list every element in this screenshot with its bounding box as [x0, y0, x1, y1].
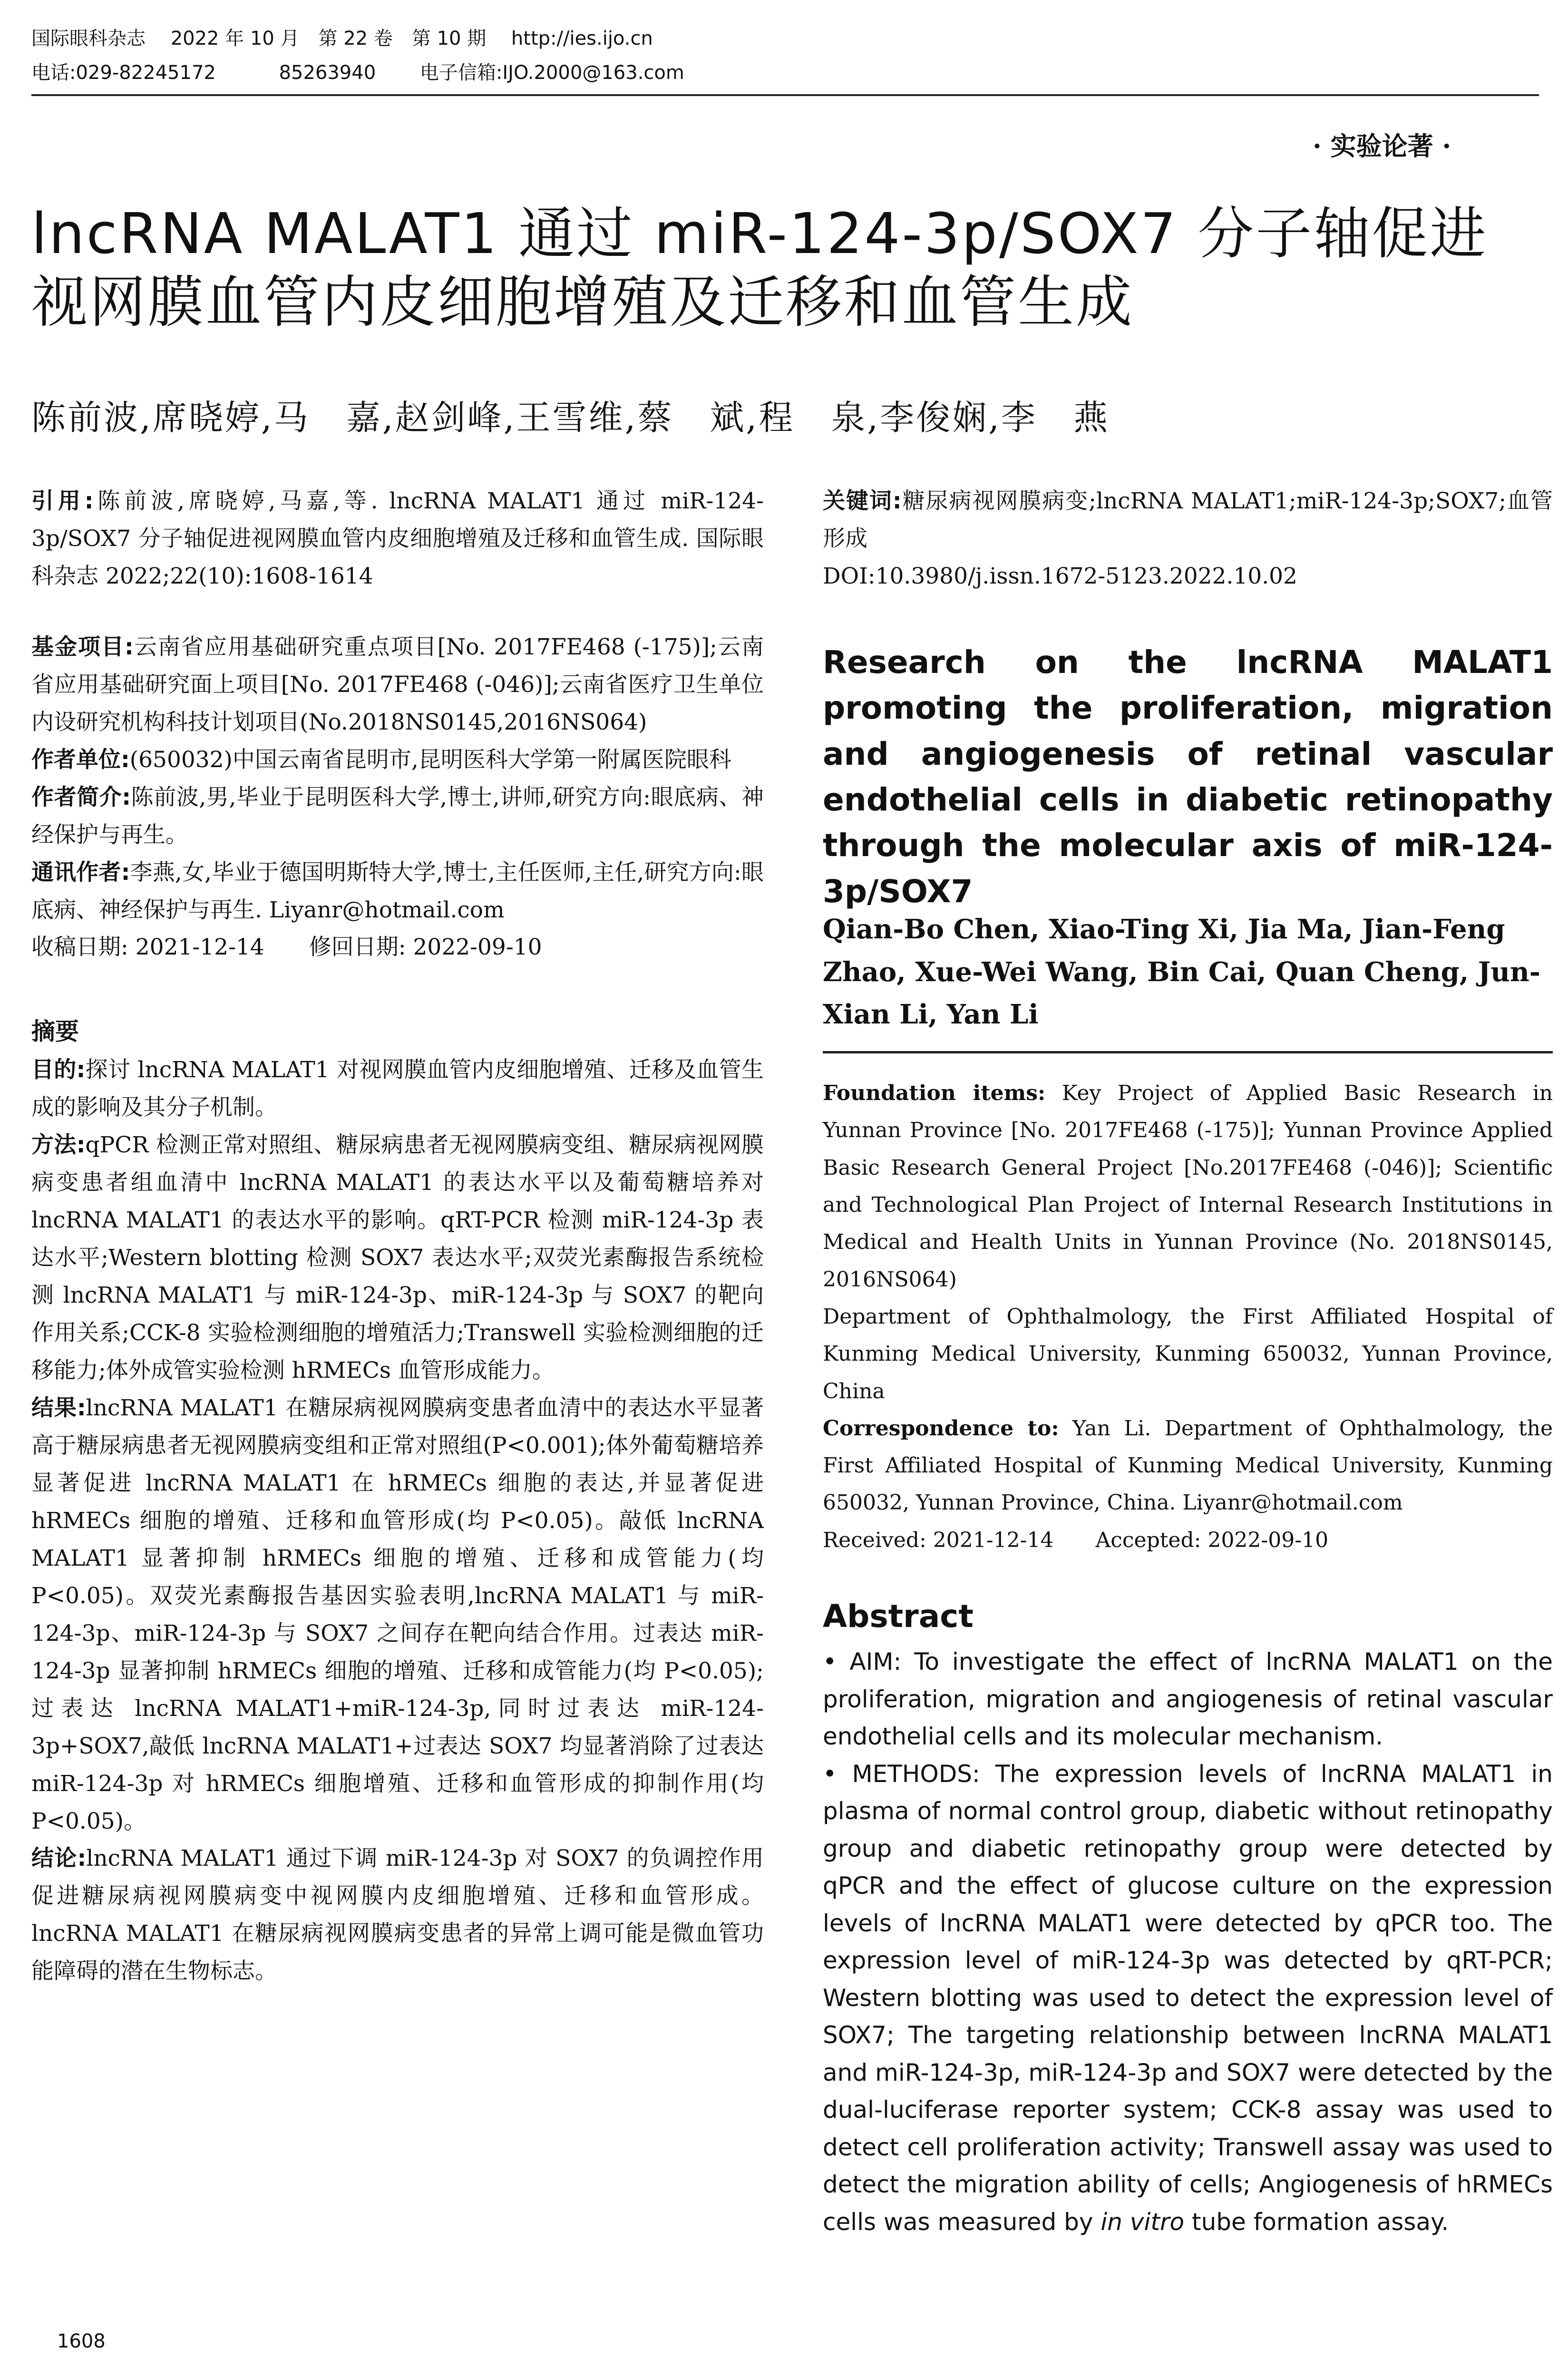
foundation-items — [823, 1075, 1553, 1298]
title-line-1: lncRNA MALAT1 通过 miR-124-3p/SOX7 分子轴促进 — [31, 201, 1488, 266]
correspondence-label: Correspondence to: — [823, 1416, 1059, 1441]
aim-text-cn: 探讨 lncRNA MALAT1 对视网膜血管内皮细胞增殖、迁移及血管生成的影响及其分子机制。 — [31, 1057, 764, 1121]
fund-text: 云南省应用基础研究重点项目[No. 2017FE468 (-175)];云南省应用基础研究面上项目[No. 2017FE468 (-046)];云南省医疗卫生单位内设研究机构科技计划项目(No.2018NS0145,2016NS064) — [31, 633, 764, 735]
citation — [31, 483, 764, 595]
journal-header-line2: 电话:029-82245172 85263940 电子信箱:IJO.2000@163.com — [31, 62, 684, 84]
bio-label: 作者简介: — [31, 784, 131, 810]
article-title — [31, 200, 1553, 337]
methods-label-en: • METHODS: — [823, 1760, 980, 1788]
aim-text-en: To investigate the effect of lncRNA MALAT1 on the proliferation, migration and angiogenesis of retinal vascular endothelial cells and its molecular mechanism. — [823, 1648, 1553, 1750]
journal-header-line1: 国际眼科杂志 2022 年 10 月 第 22 卷 第 10 期 http://ies.ijo.cn — [31, 28, 653, 49]
methods-italic-en: in vitro — [1101, 2208, 1185, 2236]
bio-text: 陈前波,男,毕业于昆明医科大学,博士,讲师,研究方向:眼底病、神经保护与再生。 — [31, 784, 764, 848]
keywords — [823, 483, 1553, 558]
concl-label-cn: 结论: — [31, 1845, 87, 1872]
received-accepted: Received: 2021-12-14 Accepted: 2022-09-10 — [823, 1528, 1329, 1552]
aim-en — [823, 1643, 1553, 1755]
correspondence — [823, 1410, 1553, 1522]
english-authors: Qian-Bo Chen, Xiao-Ting Xi, Jia Ma, Jian-Feng Zhao, Xue-Wei Wang, Bin Cai, Quan Cheng, Jun-Xian Li, Yan Li — [823, 914, 1540, 1031]
aim-label-cn: 目的: — [31, 1057, 86, 1083]
results-cn — [31, 1390, 764, 1840]
doi: DOI:10.3980/j.issn.1672-5123.2022.10.02 — [823, 563, 1297, 589]
concl-text-cn: lncRNA MALAT1 通过下调 miR-124-3p 对 SOX7 的负调控作用促进糖尿病视网膜病变中视网膜内皮细胞增殖、迁移和血管形成。lncRNA MALAT1 在糖尿病视网膜病变患者的异常上调可能是微血管功能障碍的潜在生物标志。 — [31, 1845, 764, 1985]
methods-text-en-b: tube formation assay. — [1192, 2208, 1449, 2236]
correspondence-text: Yan Li. Department of Ophthalmology, the First Affiliated Hospital of Kunming Medical University, Kunming 650032, Yunnan Province, China. Liyanr@hotmail.com — [823, 1416, 1553, 1515]
corresponding-author — [31, 854, 764, 929]
keywords-label: 关键词: — [823, 488, 902, 514]
page-number: 1608 — [57, 2330, 106, 2352]
methods-en — [823, 1755, 1553, 2241]
dates-cn: 收稿日期: 2021-12-14 修回日期: 2022-09-10 — [31, 934, 542, 961]
results-label-cn: 结果: — [31, 1395, 86, 1422]
author-bio — [31, 779, 764, 854]
keywords-text: 糖尿病视网膜病变;lncRNA MALAT1;miR-124-3p;SOX7;血管形成 — [823, 488, 1553, 552]
corr-text: 李燕,女,毕业于德国明斯特大学,博士,主任医师,主任,研究方向:眼底病、神经保护与再生. Liyanr@hotmail.com — [31, 859, 764, 923]
keywords-block — [823, 483, 1553, 595]
corr-label: 通讯作者: — [31, 859, 130, 886]
methods-text-cn: qPCR 检测正常对照组、糖尿病患者无视网膜病变组、糖尿病视网膜病变患者组血清中 lncRNA MALAT1 的表达水平以及葡萄糖培养对 lncRNA MALAT1 的表达水平的影响。qRT-PCR 检测 miR-124-3p 表达水平;Western blotting 检测 SOX7 表达水平;双荧光素酶报告系统检测 lncRNA MALAT1 与 miR-124-3p、miR-124-3p 与 SOX7 的靶向作用关系;CCK-8 实验检测细胞的增殖活力;Transwell 实验检测细胞的迁移能力;体外成管实验检测 hRMECs 血管形成能力。 — [31, 1132, 764, 1384]
methods-label-cn: 方法: — [31, 1132, 86, 1159]
conclusion-cn — [31, 1840, 764, 1990]
header-rule — [31, 94, 1539, 96]
results-text-cn: lncRNA MALAT1 在糖尿病视网膜病变患者血清中的表达水平显著高于糖尿病患者无视网膜病变组和正常对照组(P<0.001);体外葡萄糖培养显著促进 lncRNA MALAT1 在 hRMECs 细胞的表达,并显著促进 hRMECs 细胞的增殖、迁移和血管形成(均 P<0.05)。敲低 lncRNA MALAT1 显著抑制 hRMECs 细胞的增殖、迁移和成管能力(均 P<0.05)。双荧光素酶报告基因实验表明,lncRNA MALAT1 与 miR-124-3p、miR-124-3p 与 SOX7 之间存在靶向结合作用。过表达 miR-124-3p 显著抑制 hRMECs 细胞的增殖、迁移和成管能力(均 P<0.05);过表达 lncRNA MALAT1+miR-124-3p,同时过表达 miR-124-3p+SOX7,敲低 lncRNA MALAT1+过表达 SOX7 均显著消除了过表达 miR-124-3p 对 hRMECs 细胞增殖、迁移和血管形成的抑制作用(均 P<0.05)。 — [31, 1395, 764, 1834]
abstract-body-en — [823, 1643, 1553, 2241]
fund-label: 基金项目: — [31, 633, 134, 660]
english-front-matter — [823, 1075, 1553, 1559]
aim-cn — [31, 1052, 764, 1127]
abstract-heading-cn: 摘要 — [31, 1018, 79, 1046]
abstract-title-en: Abstract — [823, 1598, 974, 1635]
authors-cn: 陈前波,席晓婷,马 嘉,赵剑峰,王雪维,蔡 斌,程 泉,李俊娴,李 燕 — [31, 398, 1110, 438]
methods-text-en-a: The expression levels of lncRNA MALAT1 in plasma of normal control group, diabetic without retinopathy group and diabetic retinopathy group were detected by qPCR and the effect of glucose culture on the expression levels of lncRNA MALAT1 were detected by qPCR too. The expression level of miR-124-3p was detected by qRT-PCR; Western blotting was used to detect the expression level of SOX7; The targeting relationship between lncRNA MALAT1 and miR-124-3p, miR-124-3p and SOX7 were detected by the dual-luciferase reporter system; CCK-8 assay was used to detect cell proliferation activity; Transwell assay was used to detect the migration ability of cells; Angiogenesis of hRMECs cells was measured by — [823, 1760, 1553, 2236]
citation-text: 陈前波,席晓婷,马嘉,等. lncRNA MALAT1 通过 miR-124-3p/SOX7 分子轴促进视网膜血管内皮细胞增殖及迁移和血管生成. 国际眼科杂志 2022;22(10):1608-1614 — [31, 488, 764, 589]
unit-label: 作者单位: — [31, 746, 130, 773]
section-badge: · 实验论著 · — [1313, 131, 1451, 161]
unit-text: (650032)中国云南省昆明市,昆明医科大学第一附属医院眼科 — [129, 746, 731, 773]
department: Department of Ophthalmology, the First Affiliated Hospital of Kunming Medical University, Kunming 650032, Yunnan Province, China — [823, 1304, 1553, 1403]
author-unit — [31, 741, 764, 779]
left-column — [31, 483, 764, 1990]
methods-cn — [31, 1127, 764, 1390]
title-line-2: 视网膜血管内皮细胞增殖及迁移和血管生成 — [31, 269, 1134, 335]
aim-label-en: • AIM: — [823, 1648, 902, 1676]
english-title: Research on the lncRNA MALAT1 promoting the proliferation, migration and angiogenesis of retinal vascular endothelial cells in diabetic retinopathy through the molecular axis of miR-124-3p/SOX7 — [823, 644, 1553, 910]
fund — [31, 629, 764, 741]
citation-label: 引用: — [31, 488, 94, 514]
foundation-label: Foundation items: — [823, 1081, 1046, 1105]
english-section-rule — [823, 1051, 1553, 1053]
foundation-text: Key Project of Applied Basic Research in Yunnan Province [No. 2017FE468 (-175)]; Yunnan Province Applied Basic Research General Project [No.2017FE468 (-046)]; Scientific and Technological Plan Project of Internal Research Institutions in Medical and Health Units in Yunnan Province (No. 2018NS0145, 2016NS064) — [823, 1081, 1553, 1292]
